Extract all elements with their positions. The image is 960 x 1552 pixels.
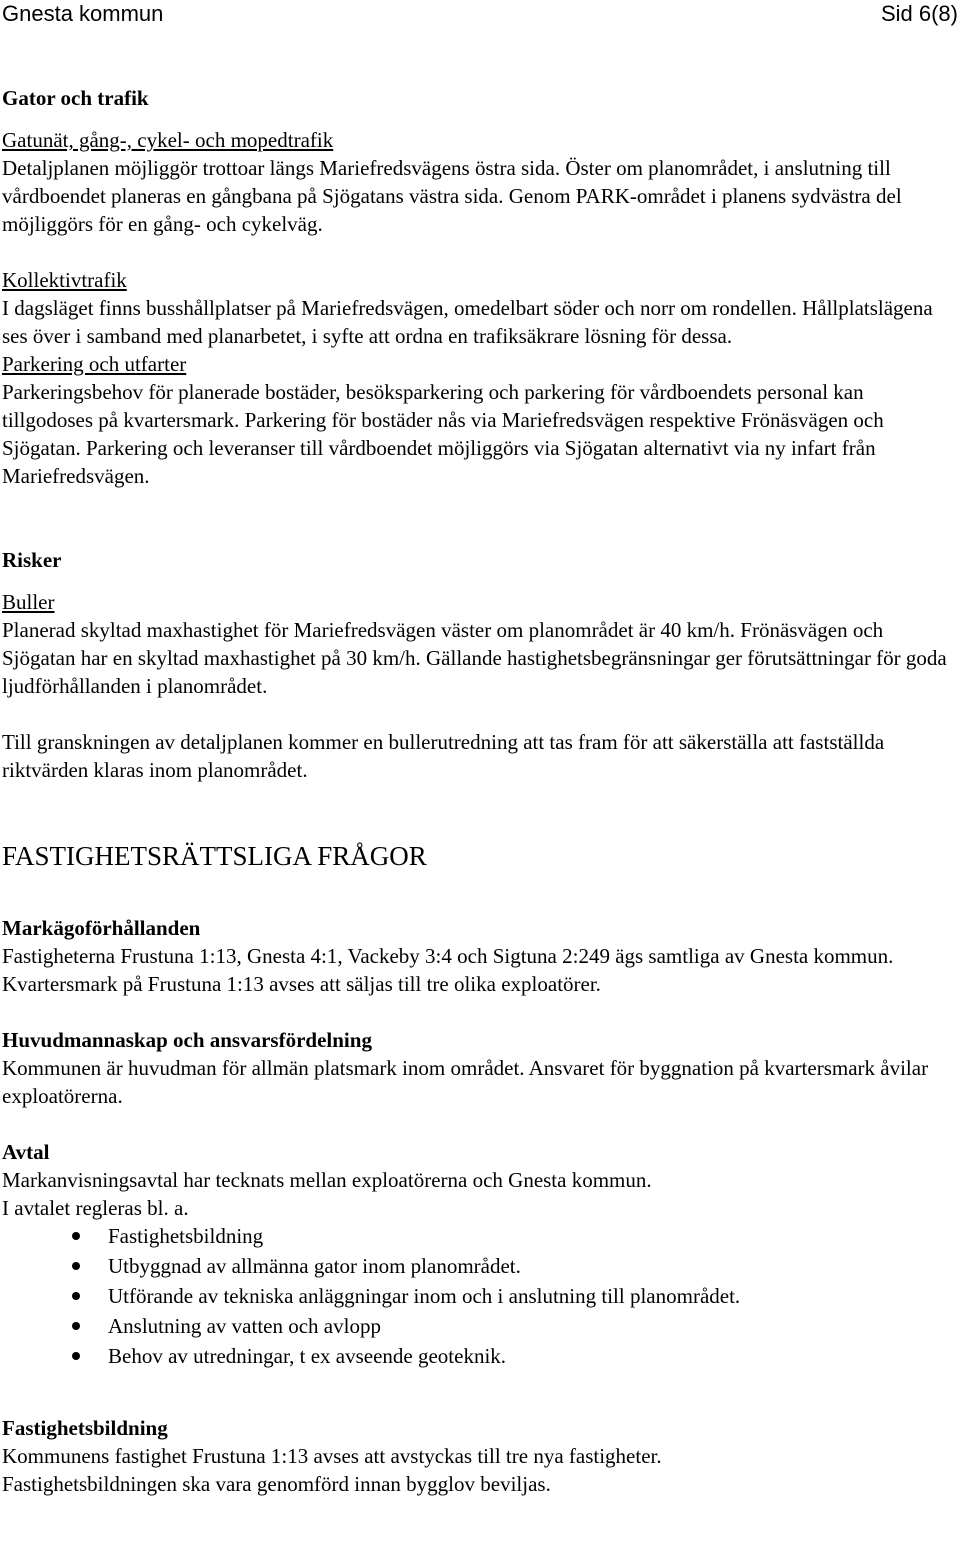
header-page-number: Sid 6(8) [880, 1, 958, 26]
bullet-icon [72, 1352, 80, 1360]
paragraph-gatunat: Detaljplanen möjliggör trottoar längs Mariefredsvägens östra sida. Öster om planområdet, i anslutning till vårdboendet planeras en gångbana på Sjögatans västra sida. Genom PARK-området i planens sydvästra del möjliggörs för en gång- och cykelväg. [2, 156, 902, 236]
subheading-fastighetsbildning: Fastighetsbildning [2, 1416, 168, 1440]
bullet-icon [72, 1262, 80, 1270]
list-item-text: Utförande av tekniska anläggningar inom och i anslutning till planområdet. [108, 1284, 741, 1308]
paragraph-fastighetsbildning-1: Kommunens fastighet Frustuna 1:13 avses att avstyckas till tre nya fastigheter. [2, 1444, 662, 1468]
page-content [2, 84, 956, 1498]
list-item-text: Anslutning av vatten och avlopp [108, 1314, 381, 1338]
list-item [2, 1222, 956, 1250]
list-item [2, 1282, 956, 1310]
subheading-parkering: Parkering och utfarter [2, 352, 187, 376]
avtal-bullet-list [2, 1222, 956, 1370]
bullet-icon [72, 1232, 80, 1240]
paragraph-bullerutredning: Till granskningen av detaljplanen kommer en bullerutredning att tas fram för att säkerställa att fastställda riktvärden klaras inom planområdet. [2, 730, 885, 782]
section-title-fastighetsrattsliga: FASTIGHETSRÄTTSLIGA FRÅGOR [2, 841, 427, 871]
list-item [2, 1342, 956, 1370]
paragraph-parkering: Parkeringsbehov för planerade bostäder, besöksparkering och parkering för vårdboendets personal kan tillgodoses på kvartersmark. Parkering för bostäder nås via Mariefredsvägen respektive Frönäsvägen och Sjögatan. Parkering och leveranser till vårdboendet möjliggörs via Sjögatan alternativt via ny infart från Mariefredsvägen. [2, 380, 884, 488]
section-title-risker: Risker [2, 548, 62, 572]
subheading-kollektivtrafik: Kollektivtrafik [2, 268, 127, 292]
list-item [2, 1312, 956, 1340]
bullet-icon [72, 1292, 80, 1300]
list-item-text: Fastighetsbildning [108, 1224, 264, 1248]
paragraph-huvudmannaskap: Kommunen är huvudman för allmän platsmark inom området. Ansvaret för byggnation på kvartersmark åvilar exploatörerna. [2, 1056, 929, 1108]
list-item-text: Behov av utredningar, t ex avseende geoteknik. [108, 1344, 507, 1368]
page-header [0, 0, 960, 30]
header-municipality: Gnesta kommun [2, 1, 164, 26]
section-title-gator: Gator och trafik [2, 86, 149, 110]
paragraph-buller: Planerad skyltad maxhastighet för Mariefredsvägen väster om planområdet är 40 km/h. Frönäsvägen och Sjögatan har en skyltad maxhastighet på 30 km/h. Gällande hastighetsbegränsningar ger förutsättningar för goda ljudförhållanden i planområdet. [2, 618, 947, 698]
subheading-gatunat: Gatunät, gång-, cykel- och mopedtrafik [2, 128, 334, 152]
paragraph-markagoforhallanden: Fastigheterna Frustuna 1:13, Gnesta 4:1, Vackeby 3:4 och Sigtuna 2:249 ägs samtliga av Gnesta kommun. Kvartersmark på Frustuna 1:13 avses att säljas till tre olika exploatörer. [2, 944, 894, 996]
subheading-markagoforhallanden: Markägoförhållanden [2, 916, 201, 940]
paragraph-avtal-1: Markanvisningsavtal har tecknats mellan exploatörerna och Gnesta kommun. [2, 1168, 652, 1192]
paragraph-kollektivtrafik: I dagsläget finns busshållplatser på Mariefredsvägen, omedelbart söder och norr om rondellen. Hållplatslägena ses över i samband med planarbetet, i syfte att ordna en trafiksäkrare lösning för dessa. [2, 296, 933, 348]
list-item [2, 1252, 956, 1280]
bullet-icon [72, 1322, 80, 1330]
paragraph-avtal-2: I avtalet regleras bl. a. [2, 1196, 189, 1220]
subheading-buller: Buller [2, 590, 55, 614]
subheading-avtal: Avtal [2, 1140, 50, 1164]
paragraph-fastighetsbildning-2: Fastighetsbildningen ska vara genomförd innan bygglov beviljas. [2, 1472, 551, 1496]
subheading-huvudmannaskap: Huvudmannaskap och ansvarsfördelning [2, 1028, 372, 1052]
list-item-text: Utbyggnad av allmänna gator inom planområdet. [108, 1254, 521, 1278]
